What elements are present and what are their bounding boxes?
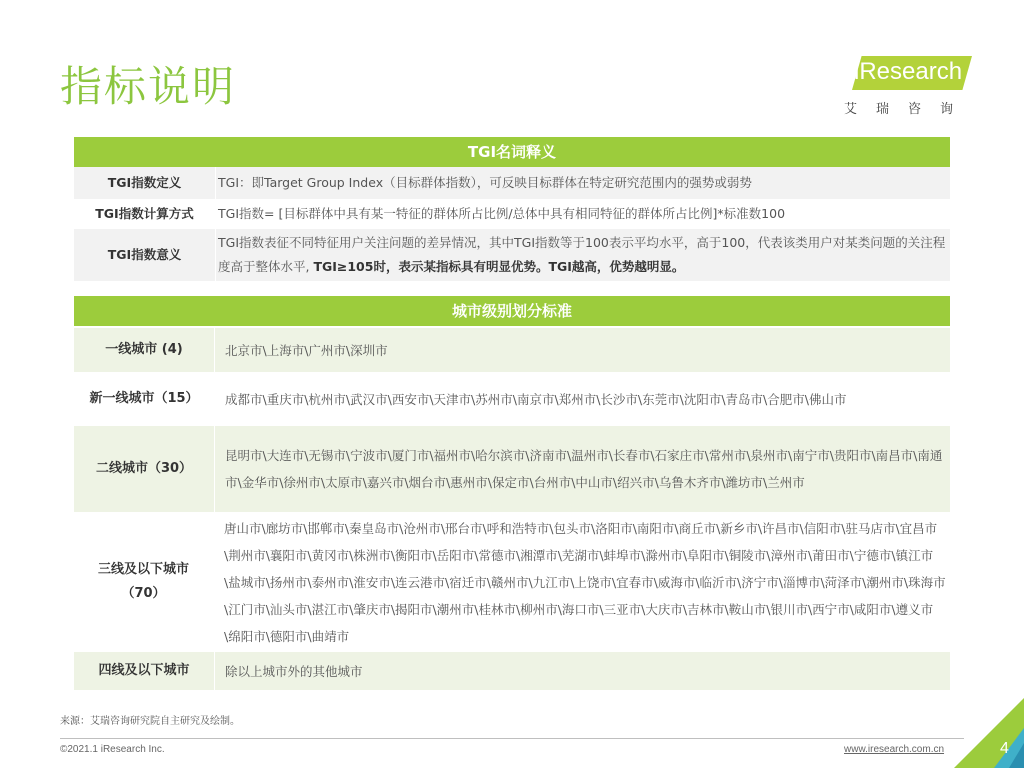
city-row-text: 除以上城市外的其他城市 <box>225 663 363 679</box>
tgi-row-calculation <box>74 199 950 229</box>
city-row-label: 三线及以下城市（70） <box>74 514 214 650</box>
page-title: 指标说明 <box>60 62 237 111</box>
tgi-row-label: TGI指数定义 <box>74 167 216 199</box>
logo-sub-text: 艾瑞咨询 <box>844 102 973 117</box>
tgi-row-definition <box>74 167 950 199</box>
tgi-row-label: TGI指数意义 <box>74 229 216 281</box>
city-row-tier2 <box>74 426 950 512</box>
tgi-header: TGI名词释义 <box>74 137 950 167</box>
website-link[interactable]: www.iresearch.com.cn <box>844 744 945 755</box>
city-row-new-tier1 <box>74 374 950 424</box>
city-row-tier1 <box>74 328 950 372</box>
city-row-label: 四线及以下城市 <box>74 652 215 690</box>
city-row-text: 成都市\重庆市\杭州市\武汉市\西安市\天津市\苏州市\南京市\郑州市\长沙市\东莞市\沈阳市\青岛市\合肥市\佛山市 <box>225 391 847 407</box>
city-row-label: 新一线城市（15） <box>74 374 215 424</box>
tgi-row-label: TGI指数计算方式 <box>74 199 216 229</box>
tgi-meaning-bold: TGI≥105时，表示某指标具有明显优势。TGI越高，优势越明显。 <box>313 259 685 274</box>
tgi-row-text <box>216 229 950 281</box>
city-row-label: 二线城市（30） <box>74 426 215 512</box>
city-row-text: 昆明市\大连市\无锡市\宁波市\厦门市\福州市\哈尔滨市\济南市\温州市\长春市\石家庄市\常州市\泉州市\南宁市\贵阳市\南昌市\南通市\金华市\徐州市\太原市\嘉兴市\烟台市\惠州市\保定市\台州市\中山市\绍兴市\乌鲁木齐市\潍坊市\兰州市 <box>225 448 943 490</box>
copyright: ©2021.1 iResearch Inc. <box>60 744 165 755</box>
city-table <box>74 296 950 690</box>
iresearch-logo <box>840 52 980 122</box>
source-note: 来源：艾瑞咨询研究院自主研究及绘制。 <box>60 716 240 727</box>
tgi-table <box>74 137 950 281</box>
city-row-text: 唐山市\廊坊市\邯郸市\秦皇岛市\沧州市\邢台市\呼和浩特市\包头市\洛阳市\南阳市\商丘市\新乡市\许昌市\信阳市\驻马店市\宜昌市\荆州市\襄阳市\黄冈市\株洲市\衡阳市\岳阳市\常德市\湘潭市\芜湖市\蚌埠市\滁州市\阜阳市\铜陵市\漳州市\莆田市\宁德市\镇江市\盐城市\扬州市\泰州市\淮安市\连云港市\宿迁市\赣州市\九江市\上饶市\宜春市\威海市\临沂市\济宁市\淄博市\菏泽市\潮州市\珠海市\江门市\汕头市\湛江市\肇庆市\揭阳市\潮州市\桂林市\柳州市\海口市\三亚市\大庆市\吉林市\鞍山市\银川市\西宁市\咸阳市\遵义市\绵阳市\德阳市\曲靖市 <box>224 520 946 644</box>
city-row-tier4 <box>74 652 950 690</box>
logo-main-text: iResearch <box>854 58 963 85</box>
corner-decoration-icon <box>954 698 1024 768</box>
footer-divider <box>60 738 964 739</box>
tgi-row-text: TGI指数= [目标群体中具有某一特征的群体所占比例/总体中具有相同特征的群体所占比例]*标准数100 <box>218 206 786 221</box>
city-row-tier3 <box>74 514 950 650</box>
tgi-meaning-text: TGI指数表征不同特征用户关注问题的差异情况，其中TGI指数等于100表示平均水平，高于100，代表该类用户对某类问题的关注程度高于整体水平, <box>218 235 946 274</box>
tgi-row-text: TGI：即Target Group Index（目标群体指数），可反映目标群体在特定研究范围内的强势或弱势 <box>218 175 752 190</box>
city-header: 城市级别划分标准 <box>74 296 950 326</box>
city-row-text: 北京市\上海市\广州市\深圳市 <box>225 342 388 358</box>
tgi-row-meaning <box>74 229 950 281</box>
city-row-label: 一线城市 (4) <box>74 328 215 372</box>
page-number: 4 <box>1000 740 1009 757</box>
